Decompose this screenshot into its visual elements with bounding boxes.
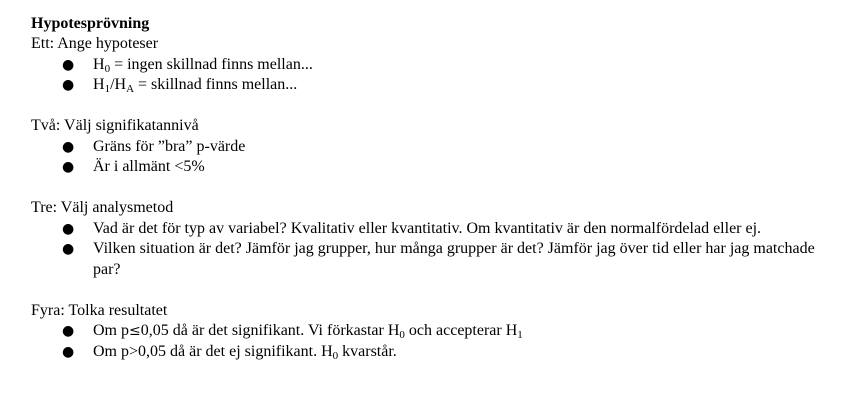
hypothesis-h1-subscript: 1 <box>104 83 111 95</box>
list-item <box>31 75 841 96</box>
list-item-text: och accepterar H <box>404 322 518 339</box>
list-item-text: Om p <box>93 322 129 339</box>
list-item-text: 0,05 då är det signifikant. Vi förkastar H <box>140 322 400 339</box>
section-heading-fyra: Fyra: Tolka resultatet <box>31 301 168 319</box>
bullet-icon: ● <box>62 56 75 73</box>
hypothesis-h1-text: = skillnad finns mellan... <box>134 76 298 93</box>
bullet-list-tva <box>31 137 841 178</box>
bullet-icon: ● <box>62 343 75 360</box>
list-item-text: Vad är det för typ av variabel? Kvalitativ eller kvantitativ. Om kvantitativ är den normalfördelad eller ej. <box>93 219 762 237</box>
h0-subscript: 0 <box>332 349 339 362</box>
h0-subscript: 0 <box>399 329 405 341</box>
bullet-icon: ● <box>62 138 75 155</box>
bullet-icon: ● <box>62 220 75 237</box>
hypothesis-h0-text: = ingen skillnad finns mellan... <box>110 55 313 73</box>
spacer <box>31 178 841 199</box>
section-heading-tre: Tre: Välj analysmetod <box>31 199 174 216</box>
section-heading-ett: Ett: Ange hypoteser <box>31 35 159 52</box>
document <box>31 14 841 362</box>
list-item <box>31 55 841 76</box>
hypothesis-ha-letter: /H <box>110 76 127 93</box>
bullet-icon: ● <box>62 323 75 339</box>
list-item <box>31 321 841 342</box>
list-item-text: Om p>0,05 då är det ej signifikant. H <box>93 342 333 360</box>
hypothesis-h0-letter: H <box>93 55 105 73</box>
spacer <box>31 280 841 301</box>
list-item <box>31 137 841 158</box>
list-item <box>31 239 841 280</box>
hypothesis-h1-letter: H <box>93 76 105 93</box>
list-item-text: Är i allmänt <5% <box>93 158 205 175</box>
list-item <box>31 219 841 240</box>
list-item-text: kvarstår. <box>338 342 397 360</box>
hypothesis-ha-subscript: A <box>126 83 135 95</box>
bullet-icon: ● <box>62 241 75 257</box>
h1-subscript: 1 <box>517 329 523 341</box>
bullet-icon: ● <box>62 159 75 175</box>
document-title: Hypotesprövning <box>31 15 150 32</box>
bullet-icon: ● <box>62 77 75 93</box>
list-item-text: Gräns för ”bra” p-värde <box>93 137 246 155</box>
list-item <box>31 157 841 178</box>
less-equal-symbol: ≤ <box>129 323 141 339</box>
section-heading-tva: Två: Välj signifikatannivå <box>31 117 199 134</box>
hypothesis-h0-subscript: 0 <box>104 62 111 75</box>
list-item-text: Vilken situation är det? Jämför jag grupper, hur många grupper är det? Jämför jag över tid eller har jag matchade par? <box>93 240 815 278</box>
spacer <box>31 96 841 117</box>
bullet-list-ett <box>31 55 841 96</box>
bullet-list-tre <box>31 219 841 281</box>
bullet-list-fyra <box>31 321 841 362</box>
list-item <box>31 342 841 363</box>
